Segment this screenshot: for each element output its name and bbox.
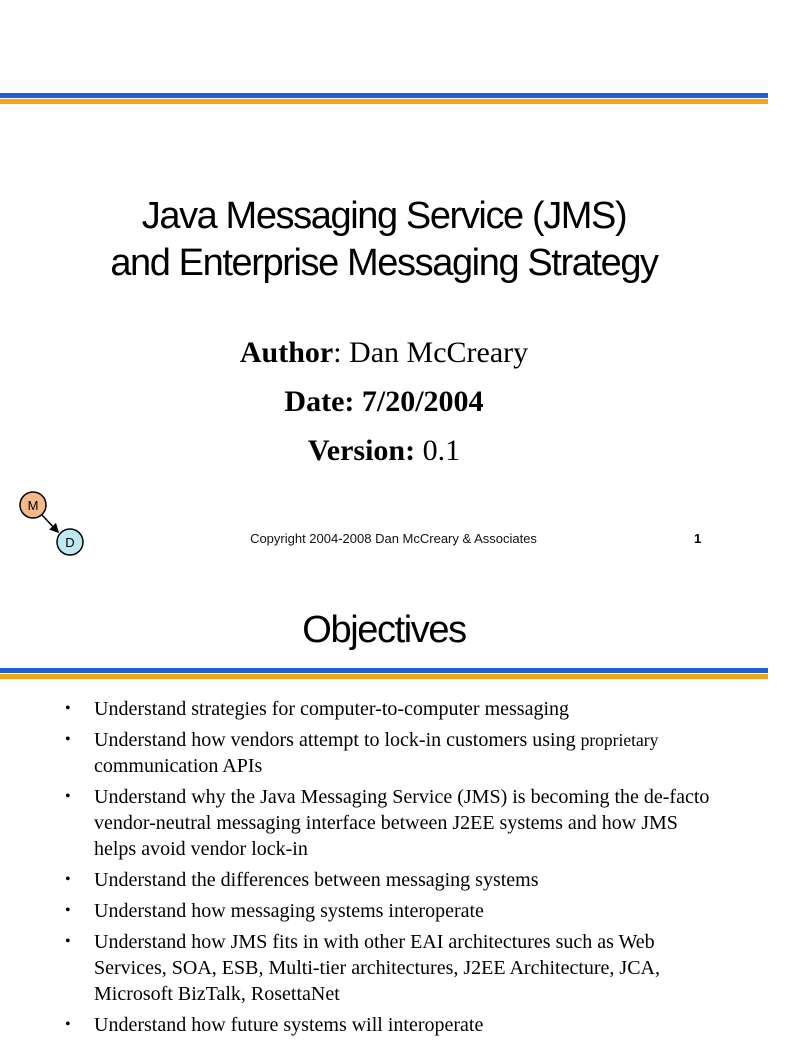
list-item bbox=[0, 898, 768, 924]
version-line bbox=[0, 434, 768, 468]
author-line bbox=[0, 336, 768, 370]
author-label: Author bbox=[239, 336, 334, 369]
objectives-bar-orange bbox=[0, 674, 768, 679]
md-logo-icon bbox=[14, 488, 90, 560]
bullet-text-small: proprietary bbox=[580, 730, 659, 750]
bullet-icon: • bbox=[65, 871, 71, 888]
slide-title-line-1: Java Messaging Service (JMS) bbox=[141, 195, 627, 237]
bullet-icon: • bbox=[65, 933, 71, 950]
list-item bbox=[0, 696, 768, 722]
bullet-icon: • bbox=[65, 700, 71, 717]
logo-node-d-label: D bbox=[65, 535, 75, 550]
slide-title-line-2: and Enterprise Messaging Strategy bbox=[110, 242, 658, 284]
bullet-icon: • bbox=[65, 788, 71, 805]
list-item bbox=[0, 1012, 768, 1038]
version-value: 0.1 bbox=[415, 434, 461, 467]
date-label: Date: 7/20/2004 bbox=[284, 385, 484, 418]
slide-title bbox=[0, 193, 768, 287]
copyright-text: Copyright 2004-2008 Dan McCreary & Associates bbox=[250, 531, 537, 546]
header-bar-orange bbox=[0, 99, 768, 104]
logo-arrow bbox=[42, 515, 58, 532]
bullet-text: Understand how future systems will interoperate bbox=[94, 1014, 484, 1036]
author-value: : Dan McCreary bbox=[333, 336, 529, 369]
objectives-bar-blue bbox=[0, 668, 768, 673]
logo-node-m-label: M bbox=[27, 498, 39, 513]
objectives-title: Objectives bbox=[302, 609, 466, 651]
list-item bbox=[0, 727, 768, 779]
list-item bbox=[0, 867, 768, 893]
bullet-text: Understand why the Java Messaging Service (JMS) is becoming the de-facto vendor-neutral messaging interface between J2EE systems and how JMS helps avoid vendor lock-in bbox=[94, 786, 710, 860]
bullet-text: Understand strategies for computer-to-computer messaging bbox=[94, 698, 570, 720]
bullet-text: Understand how vendors attempt to lock-in customers using bbox=[94, 729, 581, 751]
list-item bbox=[0, 784, 768, 862]
bullet-text: Understand how JMS fits in with other EAI architectures such as Web Services, SOA, ESB, Multi-tier architectures, J2EE Architecture, JCA, Microsoft BizTalk, RosettaNet bbox=[94, 931, 660, 1005]
objectives-list bbox=[0, 696, 768, 1043]
bullet-text: Understand the differences between messaging systems bbox=[94, 869, 539, 891]
page-number: 1 bbox=[694, 531, 702, 546]
bullet-text-after: communication APIs bbox=[94, 755, 263, 777]
date-line bbox=[0, 385, 768, 419]
bullet-icon: • bbox=[65, 1016, 71, 1033]
objectives-slide bbox=[0, 580, 768, 1036]
list-item bbox=[0, 929, 768, 1007]
bullet-text: Understand how messaging systems interoperate bbox=[94, 900, 484, 922]
header-bar-blue bbox=[0, 93, 768, 98]
bullet-icon: • bbox=[65, 902, 71, 919]
bullet-icon: • bbox=[65, 731, 71, 748]
version-label: Version: bbox=[307, 434, 416, 467]
